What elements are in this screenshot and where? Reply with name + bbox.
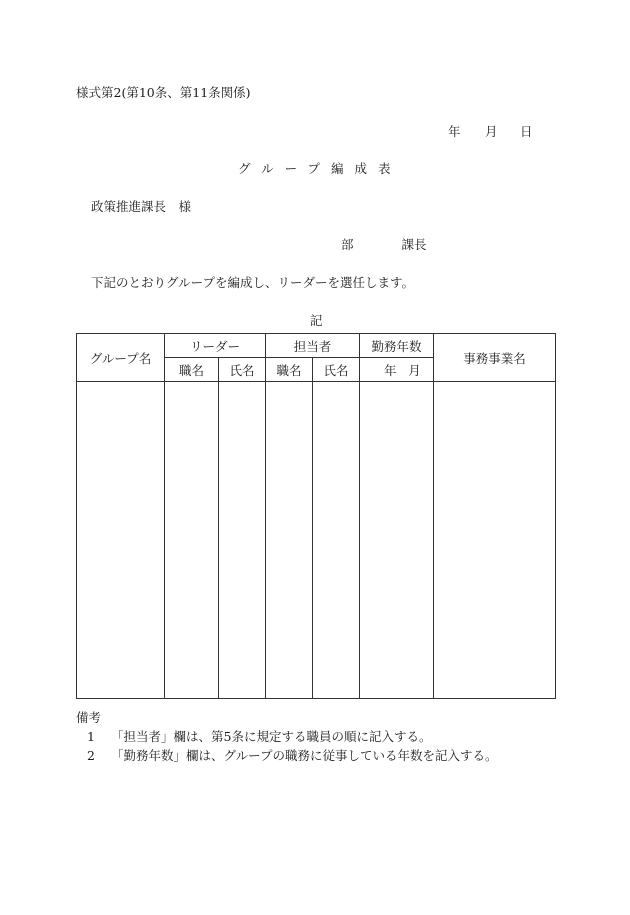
note-number: 2 bbox=[87, 748, 95, 763]
group-table bbox=[76, 333, 556, 699]
form-number: 様式第2(第10条、第11条関係) bbox=[76, 85, 251, 100]
header-year: 年 bbox=[383, 362, 397, 378]
sender-department: 部 bbox=[341, 237, 354, 252]
note-item bbox=[87, 746, 498, 764]
header-leader-position: 職名 bbox=[165, 358, 219, 382]
cell-years-of-service[interactable] bbox=[360, 382, 434, 699]
header-person-name: 氏名 bbox=[313, 358, 360, 382]
header-person-in-charge: 担当者 bbox=[266, 334, 360, 358]
document-title: グループ編成表 bbox=[238, 161, 402, 176]
ki-heading: 記 bbox=[310, 313, 323, 328]
header-year-month bbox=[360, 358, 434, 382]
note-number: 1 bbox=[87, 729, 95, 744]
header-business-name: 事務事業名 bbox=[434, 334, 556, 382]
intro-text: 下記のとおりグループを編成し、リーダーを選任します。 bbox=[91, 275, 415, 290]
addressee: 政策推進課長 様 bbox=[91, 199, 192, 214]
cell-leader-name[interactable] bbox=[219, 382, 266, 699]
date-month: 月 bbox=[485, 124, 498, 139]
header-leader-name: 氏名 bbox=[219, 358, 266, 382]
note-item bbox=[87, 727, 431, 745]
date-year: 年 bbox=[448, 124, 461, 139]
header-years-of-service: 勤務年数 bbox=[360, 334, 434, 358]
header-person-position: 職名 bbox=[266, 358, 313, 382]
cell-person-name[interactable] bbox=[313, 382, 360, 699]
cell-group-name[interactable] bbox=[77, 382, 165, 699]
header-month: 月 bbox=[408, 362, 421, 378]
note-text: 「担当者」欄は、第5条に規定する職員の順に記入する。 bbox=[111, 729, 432, 744]
cell-business-name[interactable] bbox=[434, 382, 556, 699]
note-text: 「勤務年数」欄は、グループの職務に従事している年数を記入する。 bbox=[111, 748, 498, 763]
header-group-name: グループ名 bbox=[77, 334, 165, 382]
date-line bbox=[448, 122, 533, 140]
cell-leader-position[interactable] bbox=[165, 382, 219, 699]
date-day: 日 bbox=[520, 124, 533, 139]
notes-heading: 備考 bbox=[76, 710, 102, 725]
header-leader: リーダー bbox=[165, 334, 266, 358]
sender-line bbox=[341, 235, 427, 253]
cell-person-position[interactable] bbox=[266, 382, 313, 699]
sender-section-chief: 課長 bbox=[401, 237, 427, 252]
